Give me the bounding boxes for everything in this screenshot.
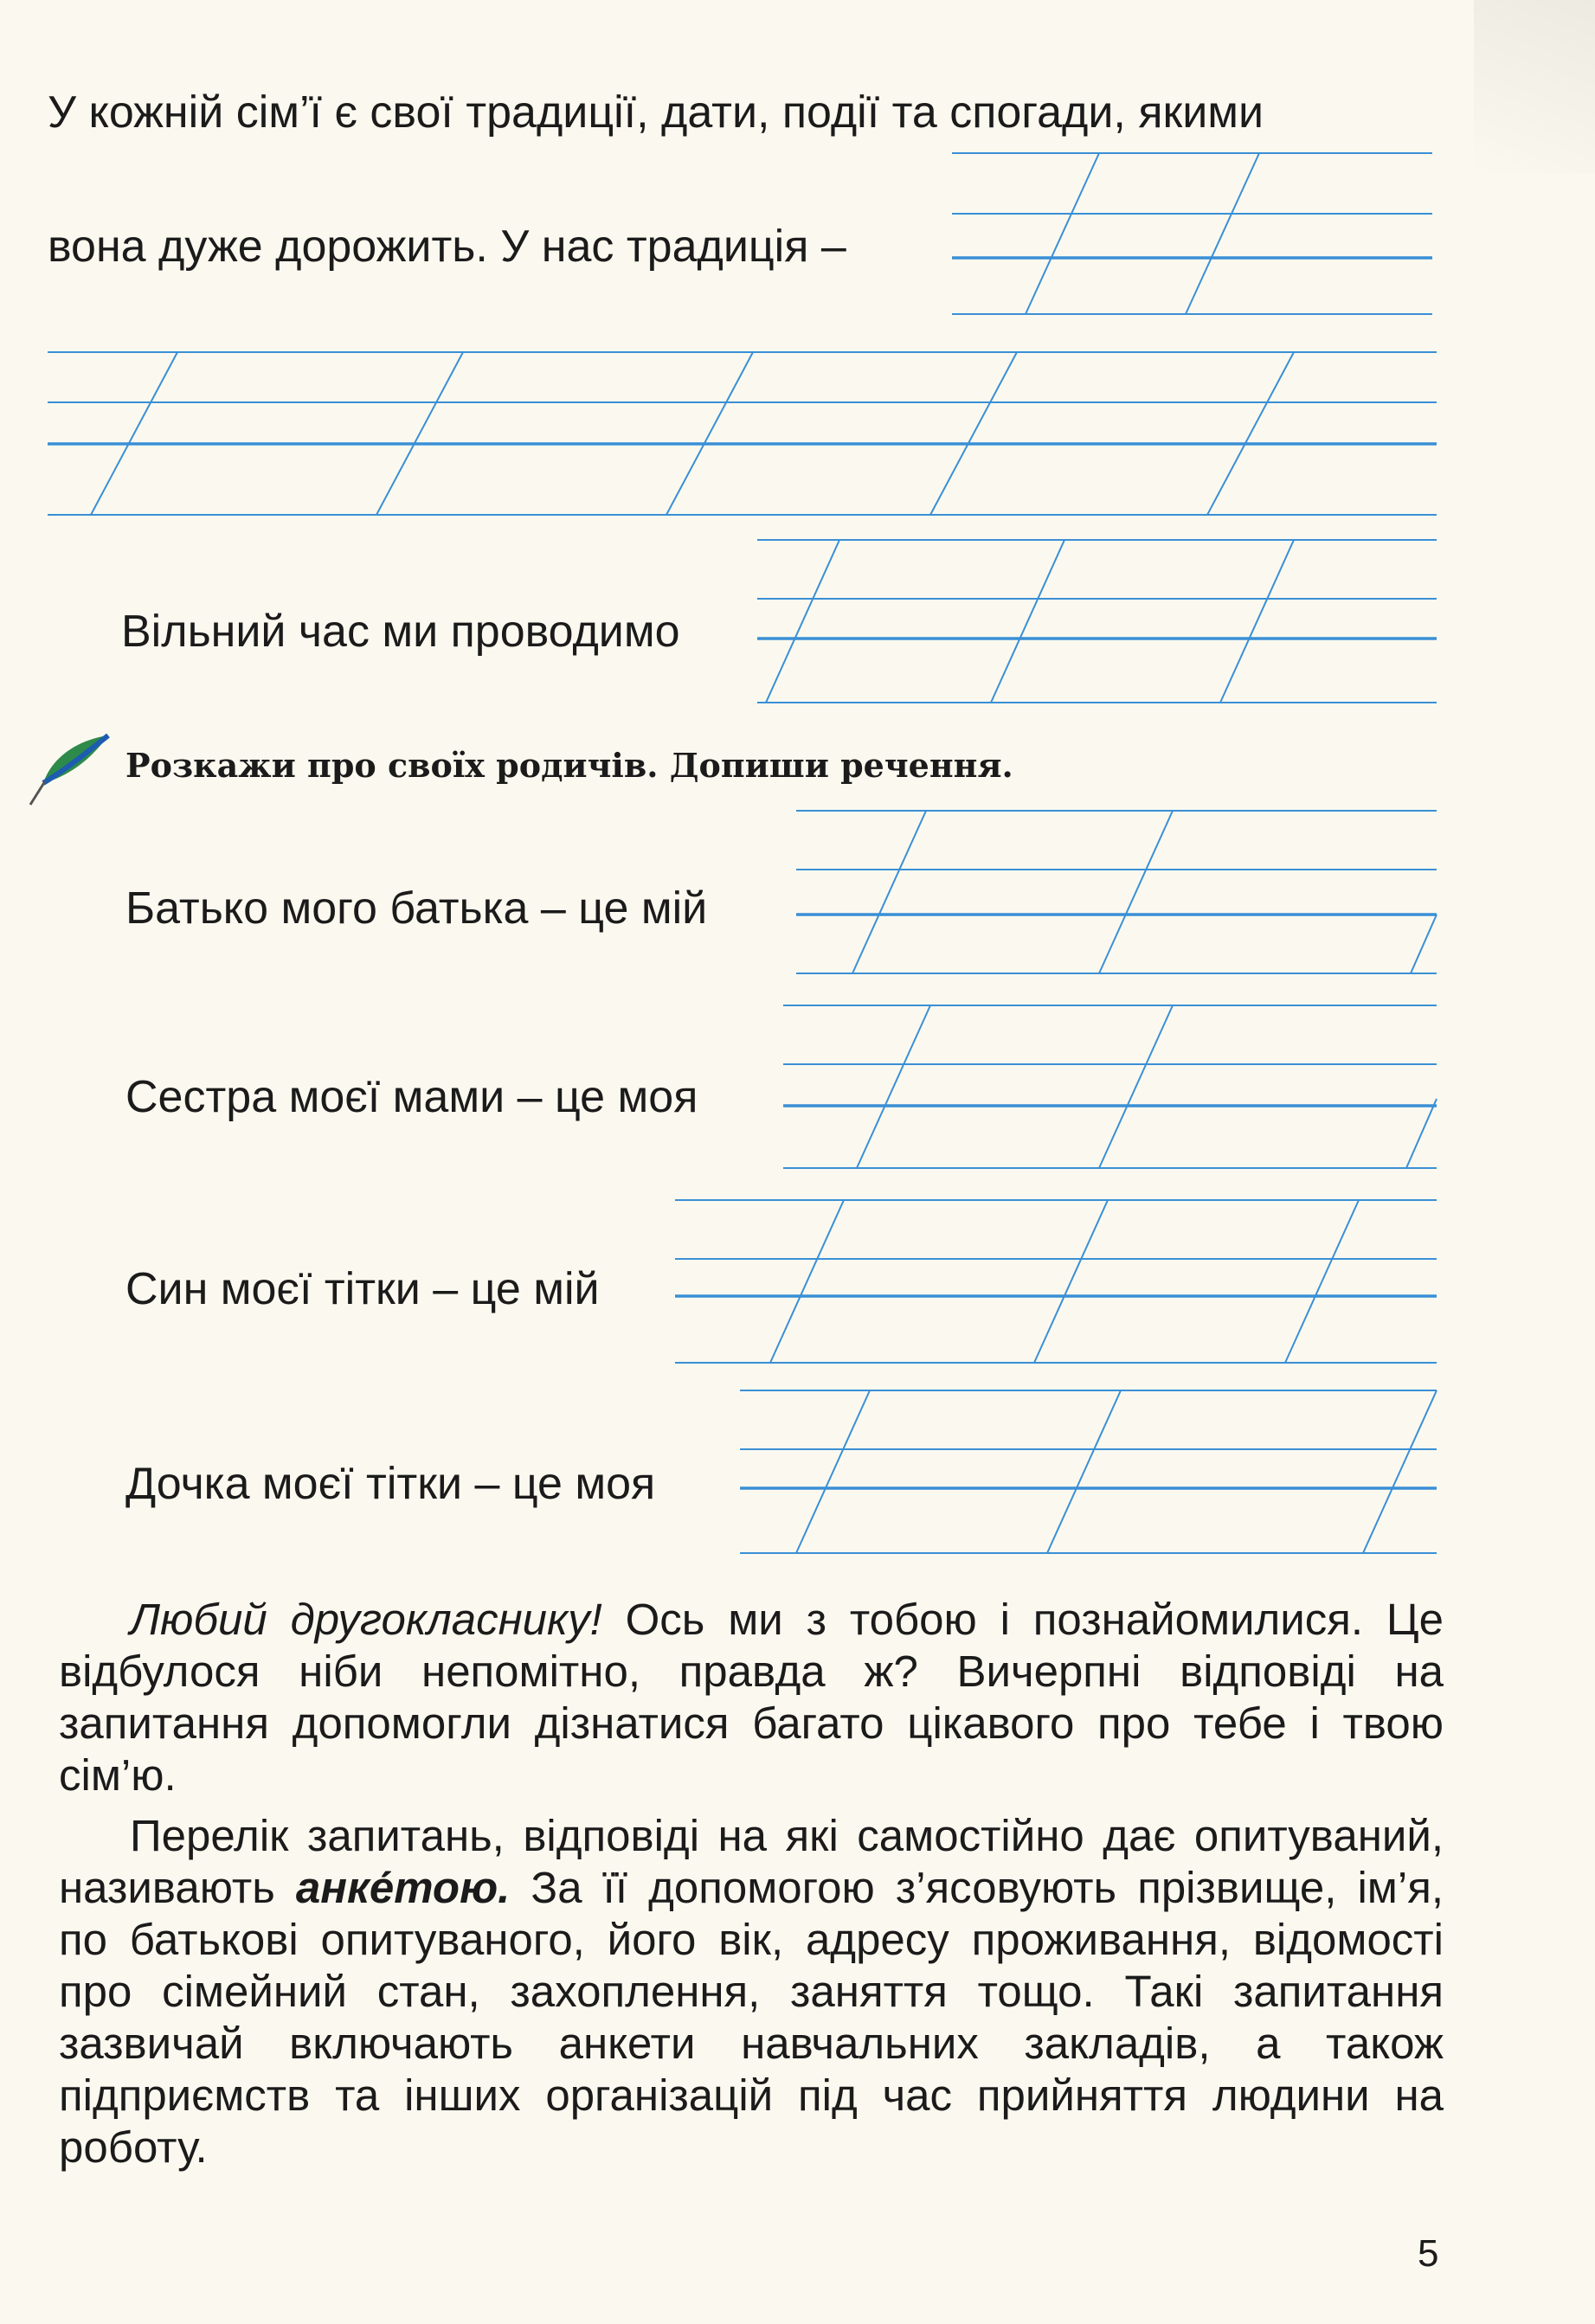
writing-lines-grandfather[interactable] [796,800,1441,982]
closing-text [59,1594,1444,2173]
prompt-cousin-female: Дочка моєї тітки – це моя [125,1459,656,1509]
prompt-grandfather: Батько мого батька – це мій [125,883,708,934]
writing-lines-cousin-female[interactable] [740,1380,1441,1562]
feather-icon [26,731,113,809]
writing-lines-tradition[interactable] [952,143,1437,324]
task-instruction: Розкажи про своїх родичів. Допиши речення. [125,746,1013,785]
page-corner-shadow [1474,0,1595,173]
term-anketa: анке́тою. [295,1863,511,1912]
prompt-aunt: Сестра моєї мами – це моя [125,1072,698,1122]
intro-line-2: вона дуже дорожить. У нас традиція – [48,221,846,272]
paragraph-1: Любий другокласнику! Ось ми з тобою і познайомилися. Це відбулося ніби непомітно, правда ж? Вичерпні відповіді на запитання допомогли дізнатися багато цікавого про тебе і твою сім’ю. [59,1595,1444,1800]
writing-lines-free-time[interactable] [757,530,1441,711]
prompt-cousin-male: Син моєї тітки – це мій [125,1264,600,1314]
free-time-prompt: Вільний час ми проводимо [121,607,680,657]
writing-lines-aunt[interactable] [783,995,1441,1177]
page-number: 5 [1418,2232,1439,2275]
intro-line-1: У кожній сім’ї є свої традиції, дати, події та спогади, якими [48,87,1264,138]
writing-lines-cousin-male[interactable] [675,1190,1441,1371]
paragraph-2: Перелік запитань, відповіді на які самостійно дає опитуваний, називають анке́тою. За її допомогою з’ясовують прізвище, ім’я, по батькові опитуваного, його вік, адресу проживання, відомості про сімейний стан, захоплення, заняття тощо. Такі запитання зазвичай включають анкети навчальних закладів, а також підприємств та інших організацій під час прийняття людини на роботу. [59,1811,1444,2172]
writing-lines-tradition-2[interactable] [48,342,1441,523]
greeting: Любий другокласнику! [130,1595,602,1644]
